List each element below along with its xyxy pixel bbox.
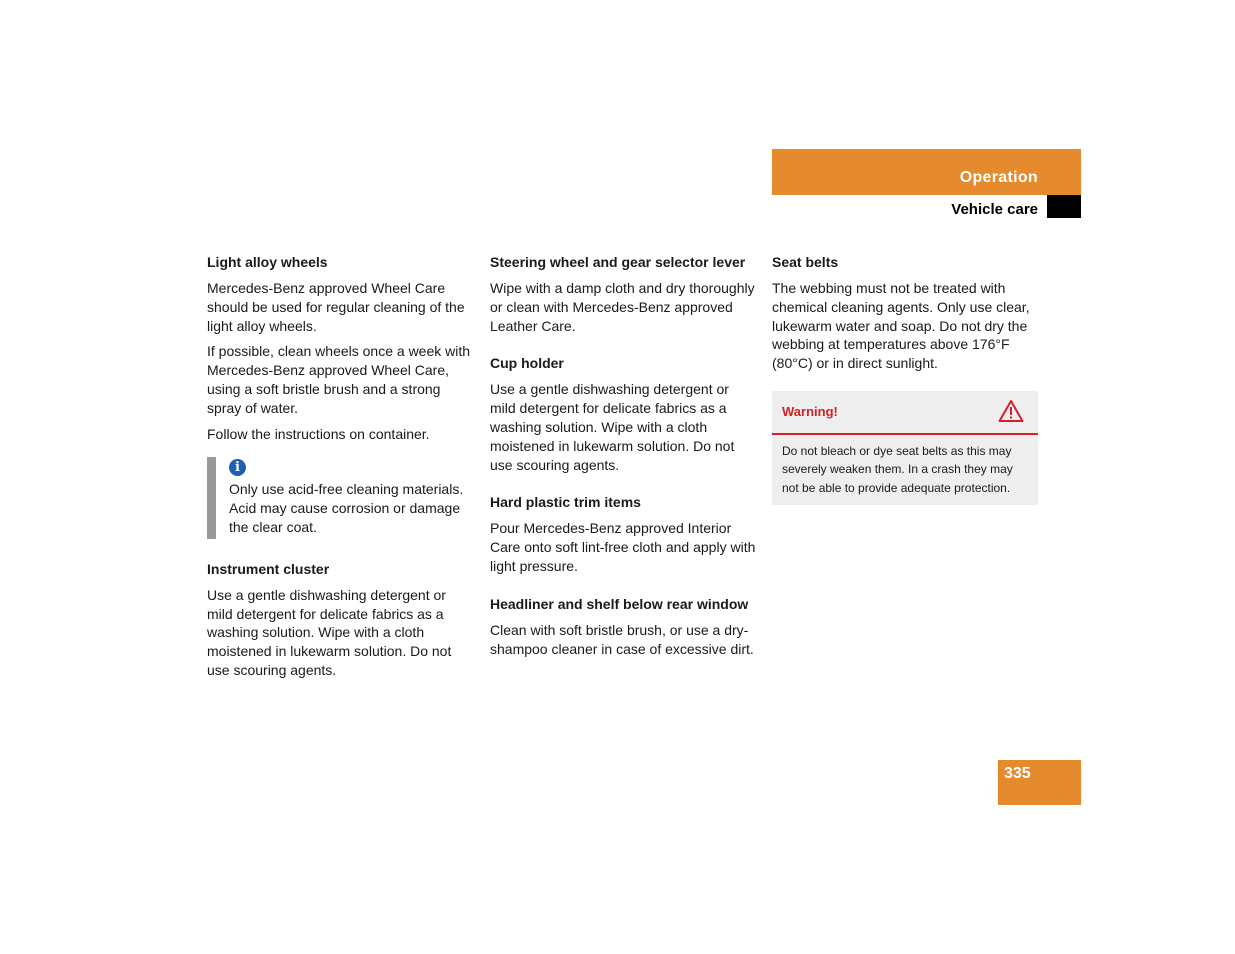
warning-triangle-icon	[998, 399, 1024, 423]
column-3	[772, 252, 1038, 505]
heading-seat-belts: Seat belts	[772, 254, 839, 270]
note-text: Only use acid-free cleaning materials. Acid may cause corrosion or damage the clear coat.	[229, 481, 464, 535]
info-icon: i	[229, 459, 246, 476]
paragraph: The webbing must not be treated with chemical cleaning agents. Only use clear, lukewarm water and soap. Do not dry the webbing at temperatures above 176°F (80°C) or in direct sunlight.	[772, 280, 1030, 372]
paragraph: Clean with soft bristle brush, or use a dry-shampoo cleaner in case of excessive dirt.	[490, 621, 754, 657]
subsection-title: Vehicle care	[951, 201, 1038, 218]
column-1	[207, 252, 475, 687]
heading-steering-wheel: Steering wheel and gear selector lever	[490, 254, 746, 270]
column-2	[490, 252, 758, 665]
paragraph: Follow the instructions on container.	[207, 425, 430, 442]
paragraph: Wipe with a damp cloth and dry thoroughly or clean with Mercedes-Benz approved Leather Care.	[490, 280, 755, 334]
paragraph: Mercedes-Benz approved Wheel Care should be used for regular cleaning of the light alloy wheels.	[207, 280, 465, 334]
heading-headliner: Headliner and shelf below rear window	[490, 595, 749, 612]
paragraph: Use a gentle dishwashing detergent or mild detergent for delicate fabrics as a washing solution. Wipe with a cloth moistened in lukewarm solution. Do not use scouring agents.	[207, 586, 452, 678]
warning-box	[772, 391, 1038, 506]
warning-label: Warning!	[782, 403, 838, 419]
page-number: 335	[1004, 765, 1031, 782]
heading-instrument-cluster: Instrument cluster	[207, 560, 330, 577]
section-title: Operation	[959, 169, 1038, 186]
info-note	[207, 457, 475, 536]
warning-text: Do not bleach or dye seat belts as this may severely weaken them. In a crash they may not be able to provide adequate protection.	[782, 443, 1013, 495]
heading-light-alloy-wheels: Light alloy wheels	[207, 254, 328, 270]
note-bar	[207, 457, 216, 539]
subsection-header	[772, 195, 1081, 218]
section-header	[772, 149, 1081, 195]
page-number-box	[998, 760, 1081, 805]
paragraph: Pour Mercedes-Benz approved Interior Care onto soft lint-free cloth and apply with light pressure.	[490, 520, 756, 574]
warning-header	[772, 391, 1038, 435]
heading-cup-holder: Cup holder	[490, 355, 564, 372]
paragraph: Use a gentle dishwashing detergent or mild detergent for delicate fabrics as a washing solution. Wipe with a cloth moistened in lukewarm solution. Do not use scouring agents.	[490, 381, 735, 473]
tab-marker	[1047, 195, 1081, 218]
heading-hard-plastic-trim: Hard plastic trim items	[490, 494, 641, 511]
paragraph: If possible, clean wheels once a week with Mercedes-Benz approved Wheel Care, using a soft bristle brush and a strong spray of water.	[207, 343, 471, 416]
